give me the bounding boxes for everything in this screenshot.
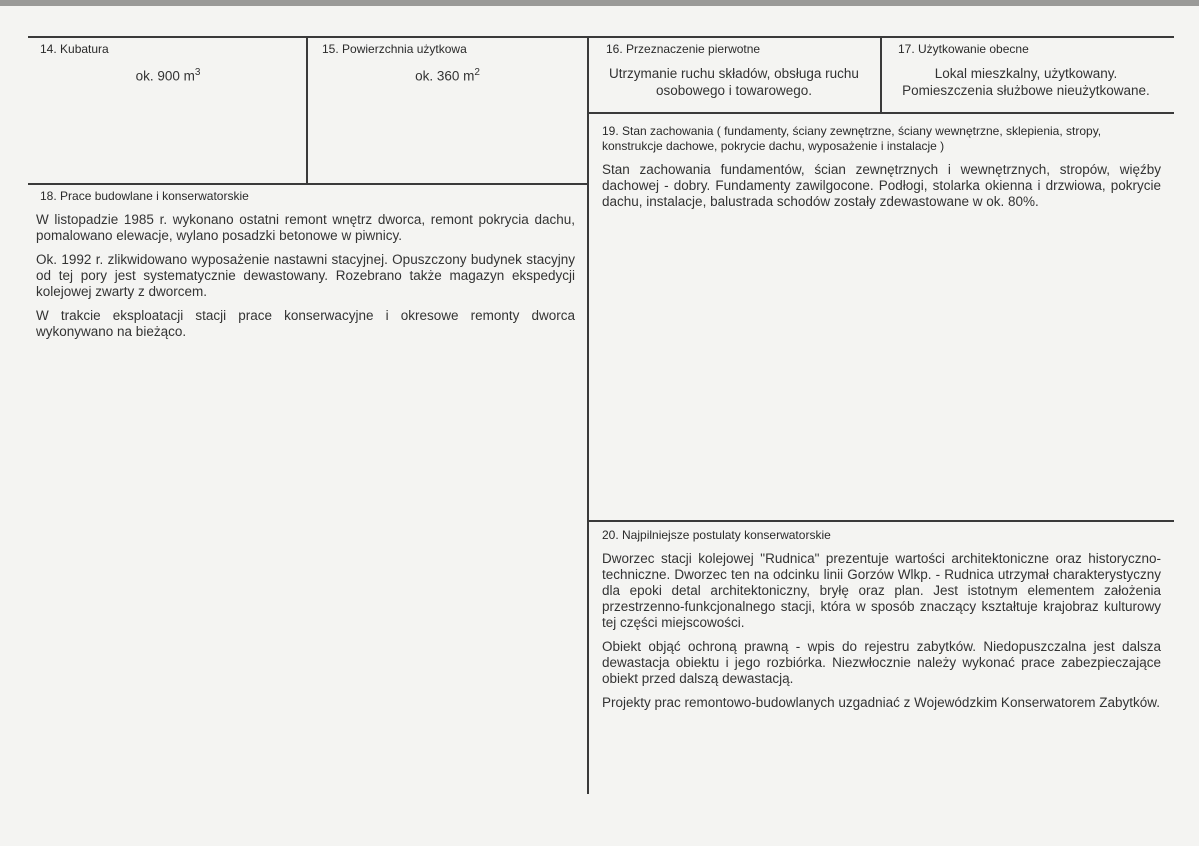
field-17-label: 17. Użytkowanie obecne [898,42,1029,56]
field-20-paragraph: Projekty prac remontowo-budowlanych uzgadniać z Wojewódzkim Konserwatorem Zabytków. [602,695,1161,710]
field-19-label: 19. Stan zachowania ( fundamenty, ściany zewnętrzne, ściany wewnętrzne, sklepienia, stropy, konstrukcje dachowe, pokrycie dachu, wyposażenie i instalacje ) [602,124,1102,153]
field-17-value [884,65,1168,99]
field-15-label: 15. Powierzchnia użytkowa [322,42,467,56]
divider-14-15 [306,36,308,184]
field-20-paragraph: Dworzec stacji kolejowej "Rudnica" prezentuje wartości architektoniczne oraz historyczno-techniczne. Dworzec ten na odcinku linii Gorzów Wlkp. - Rudnica utrzymał charakterystyczny dla epoki detal architektoniczny, bryłę oraz plan. Jest istotnym elementem założenia przestrzenno-funkcjonalnego stacji, która w sposób znaczący kształtuje krajobraz kulturowy tej części miejscowości. [602,551,1161,630]
field-14-unit-exponent: 3 [194,67,201,78]
field-20-label: 20. Najpilniejsze postulaty konserwatorskie [602,528,831,542]
border-16-17-bottom [588,112,1174,114]
center-divider [587,36,589,794]
field-20-text [602,551,1161,719]
border-20-top [588,520,1174,522]
field-15-unit-exponent: 2 [474,67,480,78]
field-17-line2: Pomieszczenia służbowe nieużytkowane. [902,83,1150,98]
field-18-paragraph: Ok. 1992 r. zlikwidowano wyposażenie nastawni stacyjnej. Opuszczony budynek stacyjny od tej pory jest systematycznie dewastowany. Rozebrano także magazyn ekspedycji kolejowej zwarty z dworcem. [36,252,575,299]
top-border [28,36,1174,38]
field-14-value [30,64,306,85]
field-15-value-text: ok. 360 m [415,68,475,84]
field-17-line1: Lokal mieszkalny, użytkowany. [934,66,1118,81]
divider-16-17 [880,36,882,112]
field-19-paragraph: Stan zachowania fundamentów, ścian zewnętrznych i wewnętrznych, stropów, więźby dachowej - dobry. Fundamenty zawilgocone. Podłogi, stolarka okienna i drzwiowa, pokrycie dachu, instalacje, balustrada schodów zostały zdewastowane w ok. 80%. [602,162,1161,209]
field-18-paragraph: W listopadzie 1985 r. wykonano ostatni remont wnętrz dworca, remont pokrycia dachu, pomalowano elewacje, wylano posadzki betonowe w piwnicy. [36,212,575,243]
field-20-paragraph: Obiekt objąć ochroną prawną - wpis do rejestru zabytków. Niedopuszczalna jest dalsza dewastacja obiektu i jego rozbiórka. Niezwłocznie należy wykonać prace zabezpieczające obiekt przed dalszą dewastacją. [602,639,1161,686]
field-14-value-text: ok. 900 m [135,68,195,84]
field-16-label: 16. Przeznaczenie pierwotne [606,42,761,56]
field-18-text [36,212,575,348]
field-15-value [308,64,587,85]
field-18-paragraph: W trakcie eksploatacji stacji prace konserwacyjne i okresowe remonty dworca wykonywano na bieżąco. [36,308,575,339]
field-14-label: 14. Kubatura [40,42,109,56]
border-18-top [28,183,588,185]
field-19-text [602,162,1161,218]
scan-top-edge [0,0,1199,6]
field-16-value: Utrzymanie ruchu składów, obsługa ruchu osobowego i towarowego. [609,66,859,98]
field-18-label: 18. Prace budowlane i konserwatorskie [40,189,249,203]
